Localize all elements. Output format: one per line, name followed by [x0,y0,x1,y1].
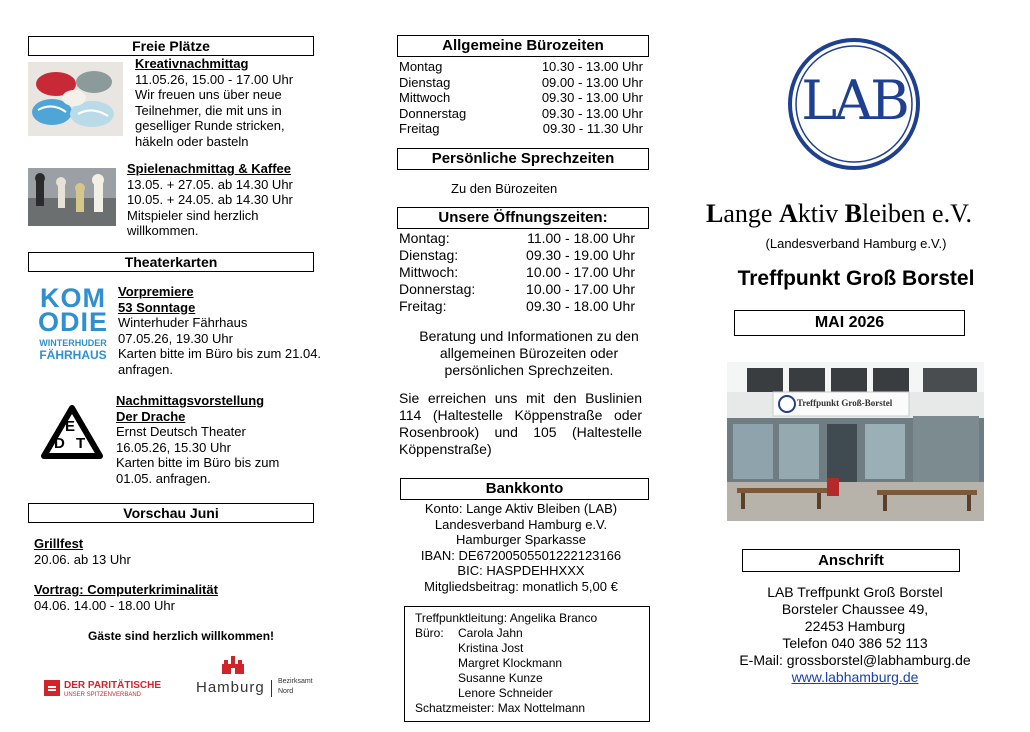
oeffnung-row: Dienstag: 09.30 - 19.00 Uhr [399,247,635,263]
anschrift-line: 22453 Hamburg [804,618,906,634]
vorschau-title: Vorschau Juni [28,503,314,523]
nachmittag-line: 16.05.26, 15.30 Uhr [116,439,231,455]
anschrift-line: Borsteler Chaussee 49, [781,601,929,617]
bezirksamt-label: Bezirksamt [278,678,313,685]
beratung-line: persönlichen Sprechzeiten. [444,362,614,378]
freie-plaetze-title: Freie Plätze [28,36,314,56]
edt-logo-letter: T [76,435,86,452]
vorpremiere-line: 07.05.26, 19.30 Uhr [118,330,233,346]
anschrift-title: Anschrift [742,549,960,572]
vorpremiere-heading: Vorpremiere [118,284,194,299]
bank-line: BIC: HASPDEHHXXX [457,563,585,578]
nachmittag-line: Ernst Deutsch Theater [116,424,246,439]
bus-line: Rosenbrook) und 105 (Haltestelle [399,424,642,440]
buero-row: Montag 10.30 - 13.00 Uhr [399,59,643,74]
komodie-logo-sub: WINTERHUDER [39,338,107,348]
lab-logo-text: LAB [801,69,907,132]
kreativ-heading: Kreativnachmittag [135,56,249,71]
staff-schatz: Schatzmeister: Max Nottelmann [415,701,586,715]
komodie-logo-line: KOM [40,283,106,313]
buero-row: Dienstag 09.00 - 13.00 Uhr [399,74,643,90]
bueroezeiten-title: Allgemeine Bürozeiten [397,35,649,57]
bank-line: Mitgliedsbeitrag: monatlich 5,00 € [424,578,618,594]
komodie-logo [36,283,110,362]
bus-line: Sie erreichen uns mit den Buslinien [399,390,642,406]
landesverband: (Landesverband Hamburg e.V.) [765,236,947,251]
hamburg-wordmark: Hamburg [196,679,265,696]
vorpremiere-line: Karten bitte im Büro bis zum 21.04. [118,346,322,361]
spiele-heading: Spielenachmittag & Kaffee [127,161,291,176]
guests-welcome: Gäste sind herzlich willkommen! [88,629,275,643]
lab-logo [786,36,922,172]
staff-box [404,606,650,722]
staff-leitung: Treffpunktleitung: Angelika Branco [415,611,598,625]
oeffnungszeiten-title: Unsere Öffnungszeiten: [397,207,649,229]
bus-line: Köppenstraße) [399,441,492,457]
grillfest-date: 20.06. ab 13 Uhr [34,551,131,567]
staff-name: Kristina Jost [458,641,524,655]
chess-photo [28,168,116,226]
org-name: Lange Aktiv Bleiben e.V. [706,199,973,228]
knitted-shoes-photo [28,62,123,136]
kreativ-line: Teilnehmer, die mit uns in [135,102,282,118]
bank-line: Hamburger Sparkasse [455,532,587,547]
nachmittag-line: Karten bitte im Büro bis zum [116,455,280,470]
spiele-line: 10.05. + 24.05. ab 14.30 Uhr [127,192,293,207]
nachmittag-title: Der Drache [116,408,186,424]
nachmittag-heading: Nachmittagsvorstellung [116,393,265,408]
spiele-line: Mitspieler sind herzlich [127,207,259,223]
spiele-line: willkommen. [127,223,199,238]
vorpremiere-title: 53 Sonntage [118,299,196,315]
kreativ-line: häkeln oder basteln [135,133,249,149]
bank-line: Landesverband Hamburg e.V. [434,516,608,532]
vorpremiere-line: Winterhuder Fährhaus [118,315,248,330]
kreativ-line: Wir freuen uns über neue [135,87,282,102]
treffpunkt-title: Treffpunkt Groß Borstel [737,267,975,290]
grillfest-heading: Grillfest [34,536,84,551]
oeffnung-row: Freitag: 09.30 - 18.00 Uhr [399,298,635,314]
beratung-line: allgemeinen Bürozeiten oder [439,345,619,361]
vortrag-heading: Vortrag: Computerkriminalität [34,582,218,597]
buero-row: Donnerstag 09.30 - 13.00 Uhr [399,105,643,121]
edt-logo [40,404,104,462]
paritaet-logo [44,678,164,702]
bezirksamt-label: Nord [278,688,294,695]
vorpremiere-line: anfragen. [118,361,173,377]
bus-line: 114 (Haltestelle Köppenstraße oder [399,407,642,423]
oeffnung-row: Mittwoch: 10.00 - 17.00 Uhr [399,264,635,280]
bank-line: Konto: Lange Aktiv Bleiben (LAB) [424,501,618,516]
buero-row: Mittwoch 09.30 - 13.00 Uhr [399,90,643,105]
paritaet-sub: UNSER SPITZENVERBAND [64,692,142,698]
vortrag-date: 04.06. 14.00 - 18.00 Uhr [34,597,175,613]
nachmittag-line: 01.05. anfragen. [116,470,211,486]
spiele-line: 13.05. + 27.05. ab 14.30 Uhr [127,176,293,192]
oeffnung-row: Donnerstag: 10.00 - 17.00 Uhr [399,281,635,297]
edt-logo-letter: E [65,418,76,435]
oeffnung-row: Montag: 11.00 - 18.00 Uhr [399,230,635,246]
paritaet-icon [44,680,60,696]
website-link[interactable]: www.labhamburg.de [791,669,919,685]
building-sign-text: Treffpunkt Groß-Borstel [797,398,893,408]
beratung-line: Beratung und Informationen zu den [419,328,639,344]
staff-name: Lenore Schneider [458,686,553,700]
komodie-logo-sub: FÄHRHAUS [39,348,107,362]
staff-buero-label: Büro: [415,626,444,640]
staff-name: Carola Jahn [458,626,523,640]
komodie-logo-line: ODIE [37,307,108,337]
sprechzeiten-title: Persönliche Sprechzeiten [397,148,649,170]
paritaet-name: DER PARITÄTISCHE [64,680,162,691]
staff-name: Margret Klockmann [458,656,563,670]
building-photo [727,362,984,521]
anschrift-line: E-Mail: grossborstel@labhamburg.de [739,652,971,668]
kreativ-date: 11.05.26, 15.00 - 17.00 Uhr [135,71,294,87]
edt-logo-letter: D [54,435,65,452]
staff-name: Susanne Kunze [458,671,543,685]
anschrift-line: Telefon 040 386 52 113 [782,635,928,651]
sprechzeiten-text: Zu den Bürozeiten [451,181,558,196]
buero-row: Freitag 09.30 - 11.30 Uhr [399,121,643,136]
anschrift-line: LAB Treffpunkt Groß Borstel [767,584,943,600]
hamburg-logo [196,656,324,700]
bank-line: IBAN: DE67200505501222123166 [420,547,622,563]
bankkonto-title: Bankkonto [400,478,649,500]
month-box: MAI 2026 [734,310,965,336]
kreativ-line: geselliger Runde stricken, [135,118,285,133]
theaterkarten-title: Theaterkarten [28,252,314,272]
hamburg-castle-icon [220,656,246,676]
